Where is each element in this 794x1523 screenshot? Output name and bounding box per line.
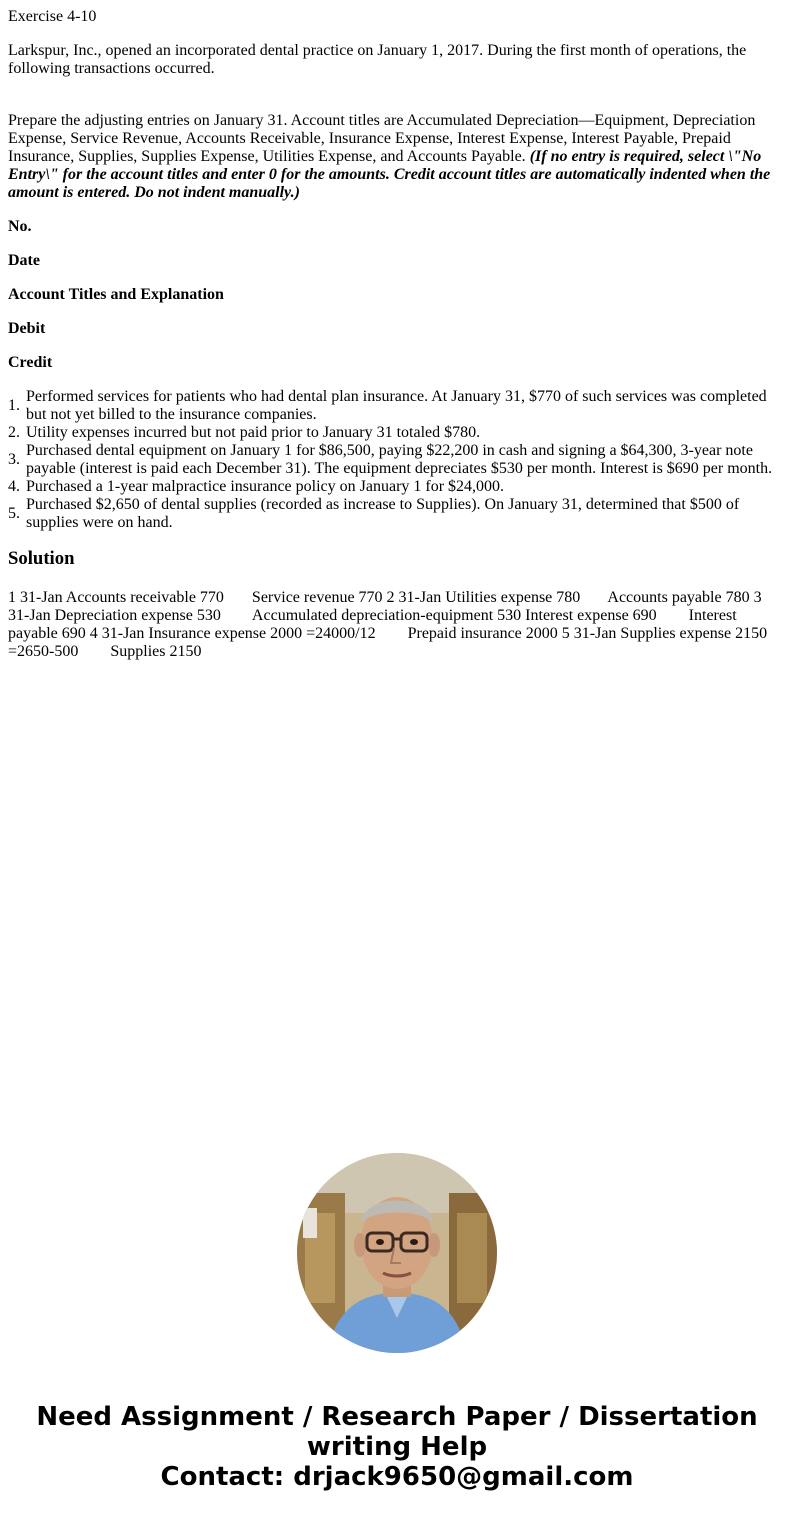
solution-text: 1 31-Jan Accounts receivable 770 Service revenue 770 2 31-Jan Utilities expense 780 Accounts payable 780 3 31-Jan Depreciation expense 530 Accumulated depreciation-equipment 530 Interest expense 690 Interest payable 690 4 31-Jan Insurance expense 2000 =24000/12 Prepaid insurance 2000 5 31-Jan Supplies expense 2150 =2650-500 Supplies 2150 xyxy=(8,589,772,660)
transaction-number: 1. xyxy=(8,397,20,414)
promo-line-2: writing Help xyxy=(306,1432,488,1462)
promo-contact: Contact: drjack9650@gmail.com xyxy=(160,1462,634,1492)
avatar xyxy=(297,1153,497,1353)
transaction-text: Purchased $2,650 of dental supplies (recorded as increase to Supplies). On January 31, determined that $500 of supplies were on hand. xyxy=(26,496,740,531)
list-item xyxy=(8,424,786,442)
instructions-note: (If no entry is required, select \"No Entry\" for the account titles and enter 0 for the amounts. Credit account titles are automatically indented when the amount is entered. Do not indent manually.) xyxy=(8,148,771,201)
list-item xyxy=(8,442,786,478)
list-item xyxy=(8,478,786,496)
promo-line-1: Need Assignment / Research Paper / Dissertation xyxy=(36,1402,758,1432)
transaction-text: Purchased a 1-year malpractice insurance policy on January 1 for $24,000. xyxy=(26,478,505,495)
transaction-text: Performed services for patients who had dental plan insurance. At January 31, $770 of such services was completed but not yet billed to the insurance companies. xyxy=(26,388,767,423)
column-header-debit: Debit xyxy=(8,320,46,337)
column-header-account-titles: Account Titles and Explanation xyxy=(8,286,224,303)
transaction-number: 2. xyxy=(8,424,20,441)
transaction-number: 3. xyxy=(8,451,20,468)
transaction-text: Utility expenses incurred but not paid prior to January 31 totaled $780. xyxy=(26,424,481,441)
list-item xyxy=(8,388,786,424)
transaction-number: 5. xyxy=(8,505,20,522)
exercise-instructions xyxy=(8,112,786,202)
transaction-text: Purchased dental equipment on January 1 for $86,500, paying $22,200 in cash and signing a $64,300, 3-year note payable (interest is paid each December 31). The equipment depreciates $530 per month. Interest is $690 per month. xyxy=(26,442,773,477)
transaction-number: 4. xyxy=(8,478,20,495)
column-header-no: No. xyxy=(8,218,32,235)
instructions-text: Prepare the adjusting entries on January 31. Account titles are Accumulated Depreciation—Equipment, Depreciation Expense, Service Revenue, Accounts Receivable, Insurance Expense, Interest Expense, Interest Payable, Prepaid Insurance, Supplies, Supplies Expense, Utilities Expense, and Accounts Payable. xyxy=(8,112,756,165)
exercise-intro: Larkspur, Inc., opened an incorporated dental practice on January 1, 2017. During the first month of operations, the following transactions occurred. xyxy=(8,42,747,77)
column-header-date: Date xyxy=(8,252,40,269)
column-header-credit: Credit xyxy=(8,354,53,371)
promo-banner xyxy=(0,1402,794,1492)
exercise-title: Exercise 4-10 xyxy=(8,8,97,25)
avatar-portrait xyxy=(297,1153,497,1353)
document-body xyxy=(8,8,786,661)
transaction-list xyxy=(8,388,786,532)
solution-heading: Solution xyxy=(8,548,75,569)
list-item xyxy=(8,496,786,532)
